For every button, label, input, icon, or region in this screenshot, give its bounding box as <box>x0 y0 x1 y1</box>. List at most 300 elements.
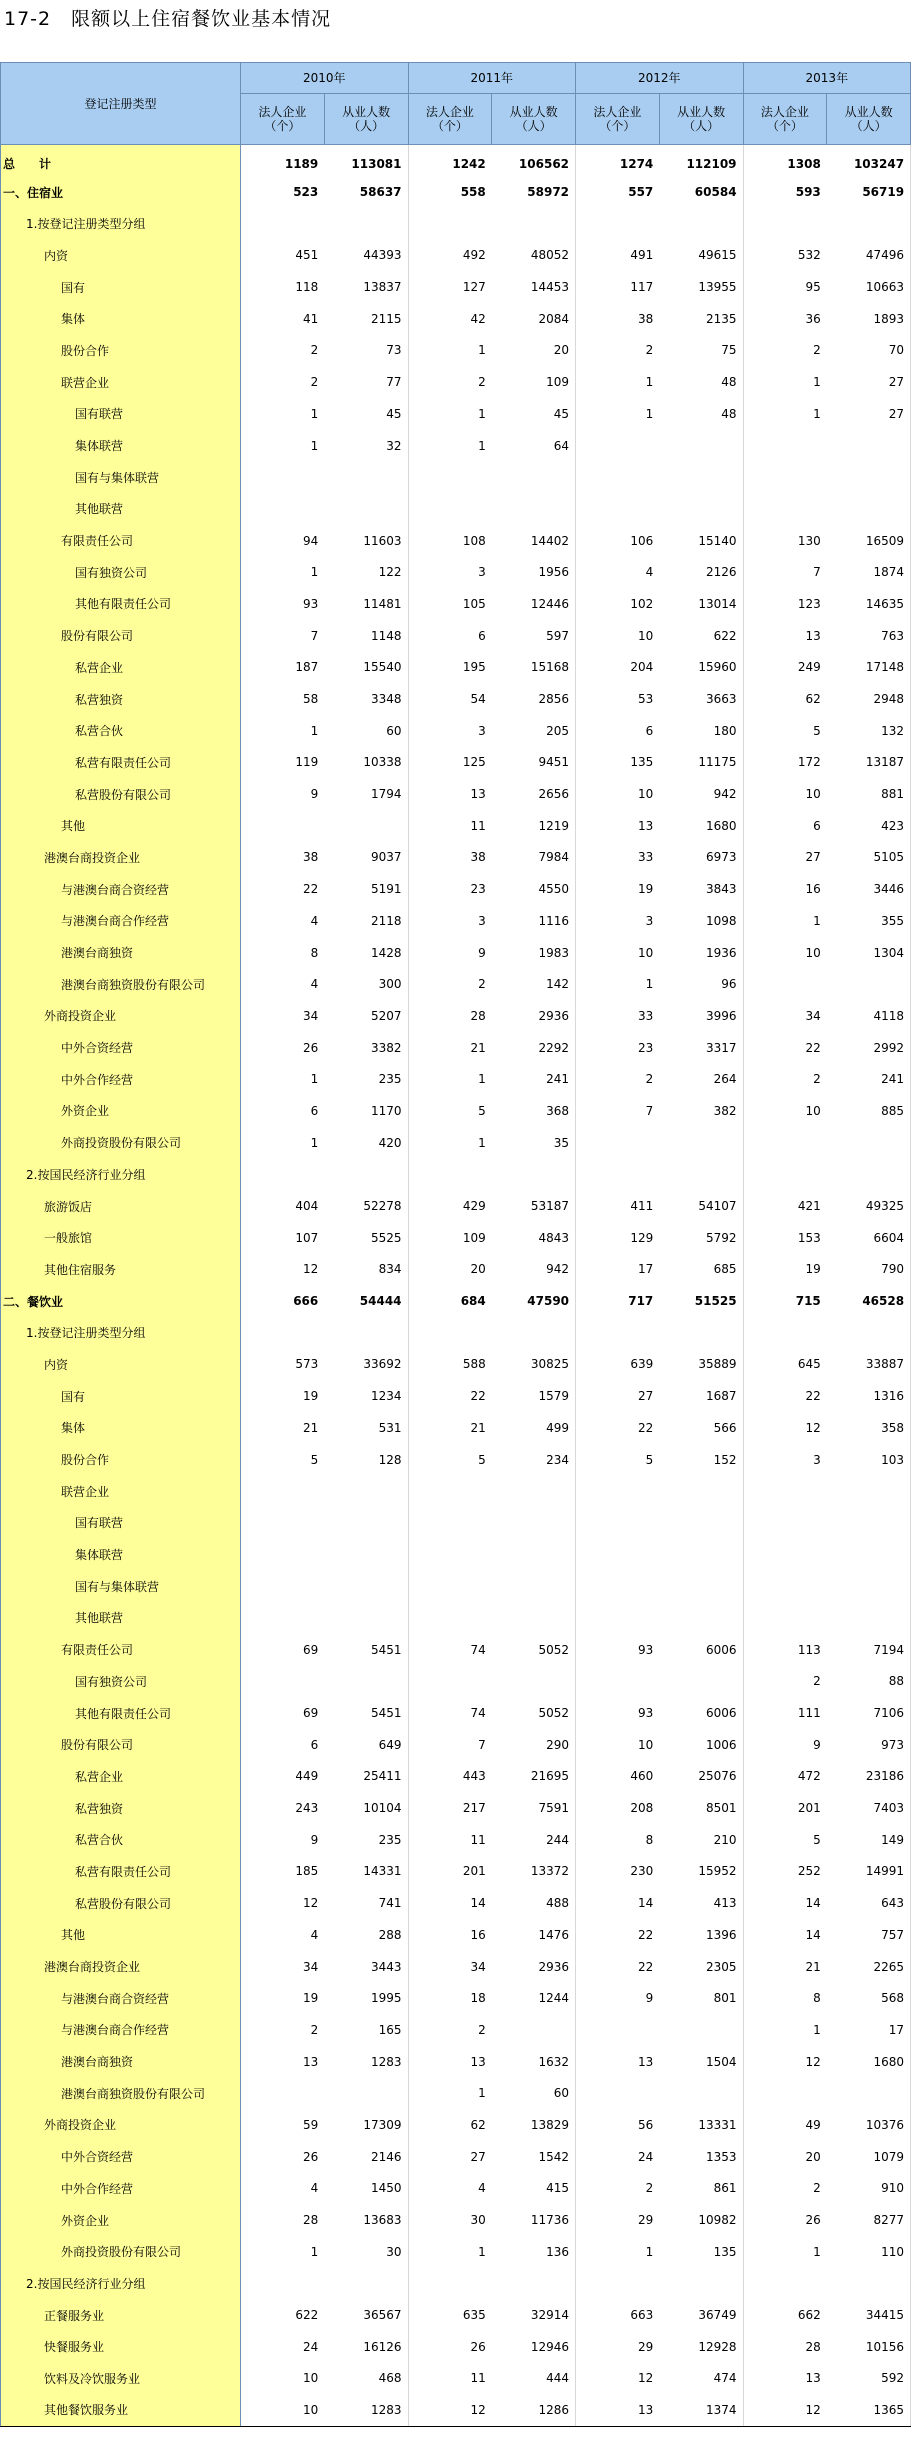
page-title: 17-2 限额以上住宿餐饮业基本情况 <box>4 8 332 30</box>
cell-employees: 568 <box>827 1982 911 2014</box>
table-row <box>1 1856 911 1888</box>
cell-employees: 290 <box>492 1729 576 1761</box>
cell-employees: 423 <box>827 810 911 842</box>
year-header-2010: 2010年 <box>241 63 409 94</box>
cell-employees: 12928 <box>659 2331 743 2363</box>
cell-legal-entities: 217 <box>462 1801 486 1816</box>
cell-employees <box>659 493 743 525</box>
cell-employees: 1428 <box>324 937 408 969</box>
cell-legal-entities <box>576 2077 660 2109</box>
cell-legal-entities: 23 <box>470 882 486 897</box>
cell-legal-entities: 4 <box>310 913 319 928</box>
cell-employees: 2948 <box>827 683 911 715</box>
table-row <box>1 968 911 1000</box>
cell-legal-entities <box>743 493 827 525</box>
cell-legal-entities <box>241 208 325 240</box>
table-row <box>1 842 911 874</box>
cell-employees: 135 <box>659 2236 743 2268</box>
cell-legal-entities <box>743 208 827 240</box>
cell-legal-entities: 684 <box>460 1294 486 1309</box>
cell-employees <box>827 1317 911 1349</box>
cell-legal-entities <box>408 1539 492 1571</box>
cell-legal-entities <box>743 2077 827 2109</box>
cell-legal-entities: 1 <box>645 375 654 390</box>
cell-legal-entities: 53 <box>638 692 654 707</box>
cell-employees: 5525 <box>324 1222 408 1254</box>
table-row <box>1 1887 911 1919</box>
cell-legal-entities: 22 <box>302 882 319 897</box>
cell-legal-entities: 3 <box>478 565 486 580</box>
cell-employees: 5207 <box>324 1000 408 1032</box>
cell-employees <box>659 1570 743 1602</box>
row-label: 私营独资 <box>1 1792 241 1824</box>
cell-legal-entities: 14 <box>470 1896 486 1911</box>
cell-legal-entities <box>743 1317 827 1349</box>
cell-employees: 1283 <box>324 2046 408 2078</box>
cell-legal-entities: 5 <box>478 1452 486 1467</box>
row-label: 港澳台商独资 <box>1 937 241 969</box>
cell-employees: 7591 <box>492 1792 576 1824</box>
table-row <box>1 1824 911 1856</box>
table-row <box>1 2077 911 2109</box>
cell-employees: 2115 <box>324 303 408 335</box>
cell-legal-entities <box>408 1475 492 1507</box>
cell-employees: 110 <box>827 2236 911 2268</box>
cell-employees: 10338 <box>324 747 408 779</box>
cell-legal-entities: 4 <box>478 2181 486 2196</box>
cell-employees: 382 <box>659 1095 743 1127</box>
cell-employees: 5451 <box>324 1697 408 1729</box>
cell-legal-entities <box>408 208 492 240</box>
cell-employees: 643 <box>827 1887 911 1919</box>
cell-legal-entities: 29 <box>638 2339 654 2354</box>
cell-legal-entities: 1 <box>478 1135 486 1150</box>
cell-employees: 9451 <box>492 747 576 779</box>
row-label: 股份合作 <box>1 335 241 367</box>
row-label: 港澳台商独资股份有限公司 <box>1 968 241 1000</box>
cell-legal-entities: 2 <box>813 1674 821 1689</box>
cell-employees <box>324 1475 408 1507</box>
cell-legal-entities: 8 <box>310 945 319 960</box>
row-label: 外商投资企业 <box>1 2109 241 2141</box>
cell-employees: 34415 <box>827 2299 911 2331</box>
cell-legal-entities: 4 <box>645 565 654 580</box>
cell-legal-entities: 1274 <box>619 156 654 171</box>
cell-employees: 288 <box>324 1919 408 1951</box>
cell-employees: 1450 <box>324 2173 408 2205</box>
cell-employees: 103 <box>827 1444 911 1476</box>
cell-employees: 142 <box>492 968 576 1000</box>
cell-employees <box>659 1666 743 1698</box>
cell-employees: 468 <box>324 2363 408 2395</box>
cell-employees <box>324 1159 408 1191</box>
table-row <box>1 1412 911 1444</box>
cell-employees: 8501 <box>659 1792 743 1824</box>
table-header <box>1 63 911 145</box>
cell-employees: 165 <box>324 2014 408 2046</box>
cell-employees: 1579 <box>492 1380 576 1412</box>
cell-legal-entities: 14 <box>638 1896 654 1911</box>
cell-legal-entities: 93 <box>638 1706 654 1721</box>
cell-legal-entities <box>743 1507 827 1539</box>
cell-employees: 910 <box>827 2173 911 2205</box>
cell-legal-entities: 1 <box>310 1072 319 1087</box>
cell-legal-entities: 12 <box>408 2394 492 2426</box>
cell-employees: 14453 <box>492 271 576 303</box>
cell-employees: 13372 <box>492 1856 576 1888</box>
cell-legal-entities: 1 <box>813 2022 821 2037</box>
cell-employees <box>492 2268 576 2300</box>
cell-employees: 6604 <box>827 1222 911 1254</box>
cell-employees: 8277 <box>827 2204 911 2236</box>
cell-employees: 2305 <box>659 1951 743 1983</box>
cell-employees: 1116 <box>492 905 576 937</box>
cell-employees: 11481 <box>324 588 408 620</box>
cell-legal-entities <box>241 810 325 842</box>
cell-employees <box>492 1666 576 1698</box>
row-label: 其他住宿服务 <box>1 1254 241 1286</box>
table-row <box>1 1570 911 1602</box>
table-row <box>1 208 911 240</box>
table-row <box>1 715 911 747</box>
cell-employees <box>827 1539 911 1571</box>
cell-employees: 2084 <box>492 303 576 335</box>
subheader-employees: 从业人数 （人） <box>492 94 576 145</box>
cell-legal-entities: 557 <box>628 185 654 200</box>
cell-legal-entities: 1 <box>478 1072 486 1087</box>
year-header-2012: 2012年 <box>576 63 744 94</box>
cell-legal-entities: 28 <box>805 2339 821 2354</box>
table-row <box>1 2363 911 2395</box>
cell-legal-entities <box>576 208 660 240</box>
table-row <box>1 1159 911 1191</box>
table-row <box>1 905 911 937</box>
cell-legal-entities: 74 <box>470 1642 486 1657</box>
cell-legal-entities: 95 <box>805 280 821 295</box>
cell-legal-entities <box>241 1666 325 1698</box>
cell-legal-entities <box>743 1602 827 1634</box>
cell-legal-entities: 12 <box>638 2371 654 2386</box>
cell-employees: 235 <box>324 1824 408 1856</box>
cell-legal-entities <box>743 1539 827 1571</box>
cell-legal-entities: 1 <box>310 723 319 738</box>
year-header-2011: 2011年 <box>408 63 576 94</box>
cell-employees: 6006 <box>659 1634 743 1666</box>
cell-legal-entities: 663 <box>630 2308 654 2323</box>
row-label: 二、餐饮业 <box>1 1285 241 1317</box>
cell-employees: 15952 <box>659 1856 743 1888</box>
table-row <box>1 2141 911 2173</box>
cell-legal-entities <box>408 1507 492 1539</box>
cell-employees: 5105 <box>827 842 911 874</box>
table-row <box>1 240 911 272</box>
row-label: 总 计 <box>1 145 241 177</box>
cell-employees: 44393 <box>324 240 408 272</box>
cell-employees: 885 <box>827 1095 911 1127</box>
cell-employees <box>492 1475 576 1507</box>
column-header-registration-type: 登记注册类型 <box>1 63 241 145</box>
row-label: 正餐服务业 <box>1 2299 241 2331</box>
cell-legal-entities: 21 <box>470 1420 486 1435</box>
cell-employees: 53187 <box>492 1190 576 1222</box>
cell-employees: 152 <box>659 1444 743 1476</box>
cell-employees <box>492 1507 576 1539</box>
cell-legal-entities: 27 <box>470 2149 486 2164</box>
cell-legal-entities: 1 <box>813 913 821 928</box>
row-label: 与港澳台商合资经营 <box>1 873 241 905</box>
cell-legal-entities: 38 <box>302 850 319 865</box>
row-label: 联营企业 <box>1 1475 241 1507</box>
cell-legal-entities: 9 <box>310 1832 319 1847</box>
cell-legal-entities: 26 <box>470 2339 486 2354</box>
row-label: 其他联营 <box>1 1602 241 1634</box>
cell-employees: 35889 <box>659 1349 743 1381</box>
cell-employees: 2992 <box>827 1032 911 1064</box>
row-label: 私营企业 <box>1 652 241 684</box>
cell-employees: 2146 <box>324 2141 408 2173</box>
cell-legal-entities <box>241 1539 325 1571</box>
row-label: 股份合作 <box>1 1444 241 1476</box>
cell-employees: 1476 <box>492 1919 576 1951</box>
cell-employees: 10982 <box>659 2204 743 2236</box>
cell-legal-entities: 5 <box>813 723 821 738</box>
row-label: 港澳台商独资 <box>1 2046 241 2078</box>
cell-employees <box>827 1602 911 1634</box>
table-row <box>1 430 911 462</box>
cell-legal-entities <box>241 2077 325 2109</box>
subheader-legal-entities: 法人企业 （个） <box>576 94 660 145</box>
cell-employees <box>492 1317 576 1349</box>
cell-legal-entities: 26 <box>805 2213 821 2228</box>
data-table <box>0 62 911 2427</box>
cell-legal-entities: 69 <box>302 1642 319 1657</box>
cell-employees: 1680 <box>827 2046 911 2078</box>
cell-employees: 9037 <box>324 842 408 874</box>
cell-legal-entities: 130 <box>797 533 821 548</box>
cell-employees: 1504 <box>659 2046 743 2078</box>
cell-employees: 60 <box>324 715 408 747</box>
cell-employees <box>492 493 576 525</box>
table-row <box>1 2204 911 2236</box>
table-row <box>1 1380 911 1412</box>
cell-legal-entities: 460 <box>630 1769 654 1784</box>
cell-legal-entities: 1 <box>478 406 486 421</box>
cell-legal-entities: 2 <box>813 343 821 358</box>
cell-legal-entities: 3 <box>645 913 654 928</box>
cell-legal-entities: 111 <box>797 1706 821 1721</box>
cell-legal-entities: 429 <box>462 1199 486 1214</box>
cell-legal-entities: 204 <box>630 660 654 675</box>
cell-employees: 1079 <box>827 2141 911 2173</box>
cell-legal-entities: 1308 <box>787 156 821 171</box>
row-label: 有限责任公司 <box>1 525 241 557</box>
cell-employees <box>492 2014 576 2046</box>
cell-legal-entities <box>241 493 325 525</box>
cell-legal-entities: 8 <box>813 1991 821 2006</box>
cell-employees: 20 <box>492 335 576 367</box>
cell-legal-entities: 17 <box>638 1262 654 1277</box>
cell-employees <box>659 430 743 462</box>
cell-legal-entities: 11 <box>470 1832 486 1847</box>
cell-employees <box>492 1602 576 1634</box>
cell-legal-entities: 119 <box>295 755 319 770</box>
cell-employees: 30825 <box>492 1349 576 1381</box>
cell-employees: 1304 <box>827 937 911 969</box>
row-label: 私营有限责任公司 <box>1 747 241 779</box>
cell-legal-entities: 12 <box>743 2394 827 2426</box>
table-row <box>1 1761 911 1793</box>
cell-employees <box>659 1127 743 1159</box>
cell-legal-entities: 20 <box>805 2149 821 2164</box>
cell-employees <box>324 493 408 525</box>
cell-employees: 4550 <box>492 873 576 905</box>
table-row <box>1 1539 911 1571</box>
row-label: 股份有限公司 <box>1 620 241 652</box>
cell-legal-entities: 2 <box>645 343 654 358</box>
cell-employees: 1983 <box>492 937 576 969</box>
cell-legal-entities: 10 <box>638 945 654 960</box>
cell-employees <box>324 1570 408 1602</box>
row-label: 与港澳台商合作经营 <box>1 905 241 937</box>
cell-employees: 1316 <box>827 1380 911 1412</box>
cell-legal-entities: 4 <box>310 977 319 992</box>
cell-legal-entities: 2 <box>310 2022 319 2037</box>
cell-employees: 1219 <box>492 810 576 842</box>
cell-employees: 88 <box>827 1666 911 1698</box>
table-row <box>1 2236 911 2268</box>
cell-legal-entities: 1 <box>813 406 821 421</box>
row-label: 联营企业 <box>1 366 241 398</box>
cell-legal-entities: 243 <box>295 1801 319 1816</box>
row-label: 外资企业 <box>1 1095 241 1127</box>
cell-employees <box>324 1507 408 1539</box>
cell-legal-entities: 9 <box>478 945 486 960</box>
cell-employees: 3663 <box>659 683 743 715</box>
cell-legal-entities: 93 <box>302 596 319 611</box>
cell-employees: 10104 <box>324 1792 408 1824</box>
cell-employees: 14991 <box>827 1856 911 1888</box>
cell-legal-entities: 404 <box>295 1199 319 1214</box>
cell-employees: 1893 <box>827 303 911 335</box>
cell-legal-entities: 635 <box>462 2308 486 2323</box>
cell-legal-entities <box>241 1317 325 1349</box>
cell-employees: 1995 <box>324 1982 408 2014</box>
cell-employees: 106562 <box>492 145 576 177</box>
cell-legal-entities <box>408 1570 492 1602</box>
table-row <box>1 810 911 842</box>
cell-employees <box>324 1666 408 1698</box>
table-row <box>1 778 911 810</box>
cell-employees: 35 <box>492 1127 576 1159</box>
cell-legal-entities: 252 <box>797 1864 821 1879</box>
table-row <box>1 937 911 969</box>
row-label: 与港澳台商合资经营 <box>1 1982 241 2014</box>
cell-employees <box>827 2077 911 2109</box>
cell-legal-entities: 662 <box>797 2308 821 2323</box>
cell-employees: 109 <box>492 366 576 398</box>
cell-legal-entities: 14 <box>805 1896 821 1911</box>
cell-legal-entities: 230 <box>630 1864 654 1879</box>
cell-employees <box>324 810 408 842</box>
cell-legal-entities: 2 <box>478 375 486 390</box>
row-label: 饮料及冷饮服务业 <box>1 2363 241 2395</box>
cell-legal-entities: 172 <box>797 755 821 770</box>
cell-legal-entities: 34 <box>470 1959 486 1974</box>
cell-employees: 14331 <box>324 1856 408 1888</box>
row-label: 私营股份有限公司 <box>1 778 241 810</box>
table-row <box>1 1032 911 1064</box>
cell-employees: 2656 <box>492 778 576 810</box>
cell-legal-entities: 9 <box>310 787 319 802</box>
cell-legal-entities: 105 <box>462 596 486 611</box>
cell-legal-entities: 36 <box>805 311 821 326</box>
cell-employees <box>659 1507 743 1539</box>
cell-legal-entities: 22 <box>805 1389 821 1404</box>
cell-legal-entities: 10 <box>302 2371 319 2386</box>
cell-employees: 1006 <box>659 1729 743 1761</box>
cell-legal-entities: 54 <box>470 692 486 707</box>
cell-employees: 128 <box>324 1444 408 1476</box>
table-row <box>1 1349 911 1381</box>
cell-employees <box>827 1570 911 1602</box>
cell-employees: 488 <box>492 1887 576 1919</box>
cell-employees <box>827 1507 911 1539</box>
cell-legal-entities <box>576 493 660 525</box>
cell-legal-entities: 1 <box>478 2086 486 2101</box>
row-label: 中外合作经营 <box>1 1063 241 1095</box>
cell-employees: 685 <box>659 1254 743 1286</box>
cell-employees: 45 <box>324 398 408 430</box>
cell-employees: 10156 <box>827 2331 911 2363</box>
cell-employees: 23186 <box>827 1761 911 1793</box>
cell-legal-entities: 639 <box>630 1357 654 1372</box>
cell-employees <box>659 2077 743 2109</box>
cell-employees: 1283 <box>324 2394 408 2426</box>
table-row <box>1 873 911 905</box>
cell-employees: 3382 <box>324 1032 408 1064</box>
cell-employees: 531 <box>324 1412 408 1444</box>
cell-legal-entities: 19 <box>638 882 654 897</box>
cell-employees: 4118 <box>827 1000 911 1032</box>
row-label: 2.按国民经济行业分组 <box>1 1159 241 1191</box>
cell-employees: 56719 <box>827 176 911 208</box>
cell-employees <box>659 461 743 493</box>
cell-legal-entities: 113 <box>797 1642 821 1657</box>
cell-employees: 2135 <box>659 303 743 335</box>
cell-employees <box>827 208 911 240</box>
cell-employees: 235 <box>324 1063 408 1095</box>
row-label: 私营合伙 <box>1 1824 241 1856</box>
cell-employees <box>492 208 576 240</box>
row-label: 其他 <box>1 810 241 842</box>
cell-legal-entities <box>576 1475 660 1507</box>
cell-employees: 1680 <box>659 810 743 842</box>
cell-employees: 2265 <box>827 1951 911 1983</box>
cell-employees: 17309 <box>324 2109 408 2141</box>
cell-legal-entities: 23 <box>638 1040 654 1055</box>
cell-legal-entities: 1 <box>310 438 319 453</box>
table-row <box>1 493 911 525</box>
cell-employees <box>659 2014 743 2046</box>
cell-legal-entities: 492 <box>462 248 486 263</box>
row-label: 港澳台商投资企业 <box>1 842 241 874</box>
cell-legal-entities: 13 <box>805 628 821 643</box>
table-row <box>1 1475 911 1507</box>
cell-employees: 3443 <box>324 1951 408 1983</box>
cell-employees: 13331 <box>659 2109 743 2141</box>
cell-employees <box>827 2268 911 2300</box>
cell-legal-entities: 1 <box>645 406 654 421</box>
